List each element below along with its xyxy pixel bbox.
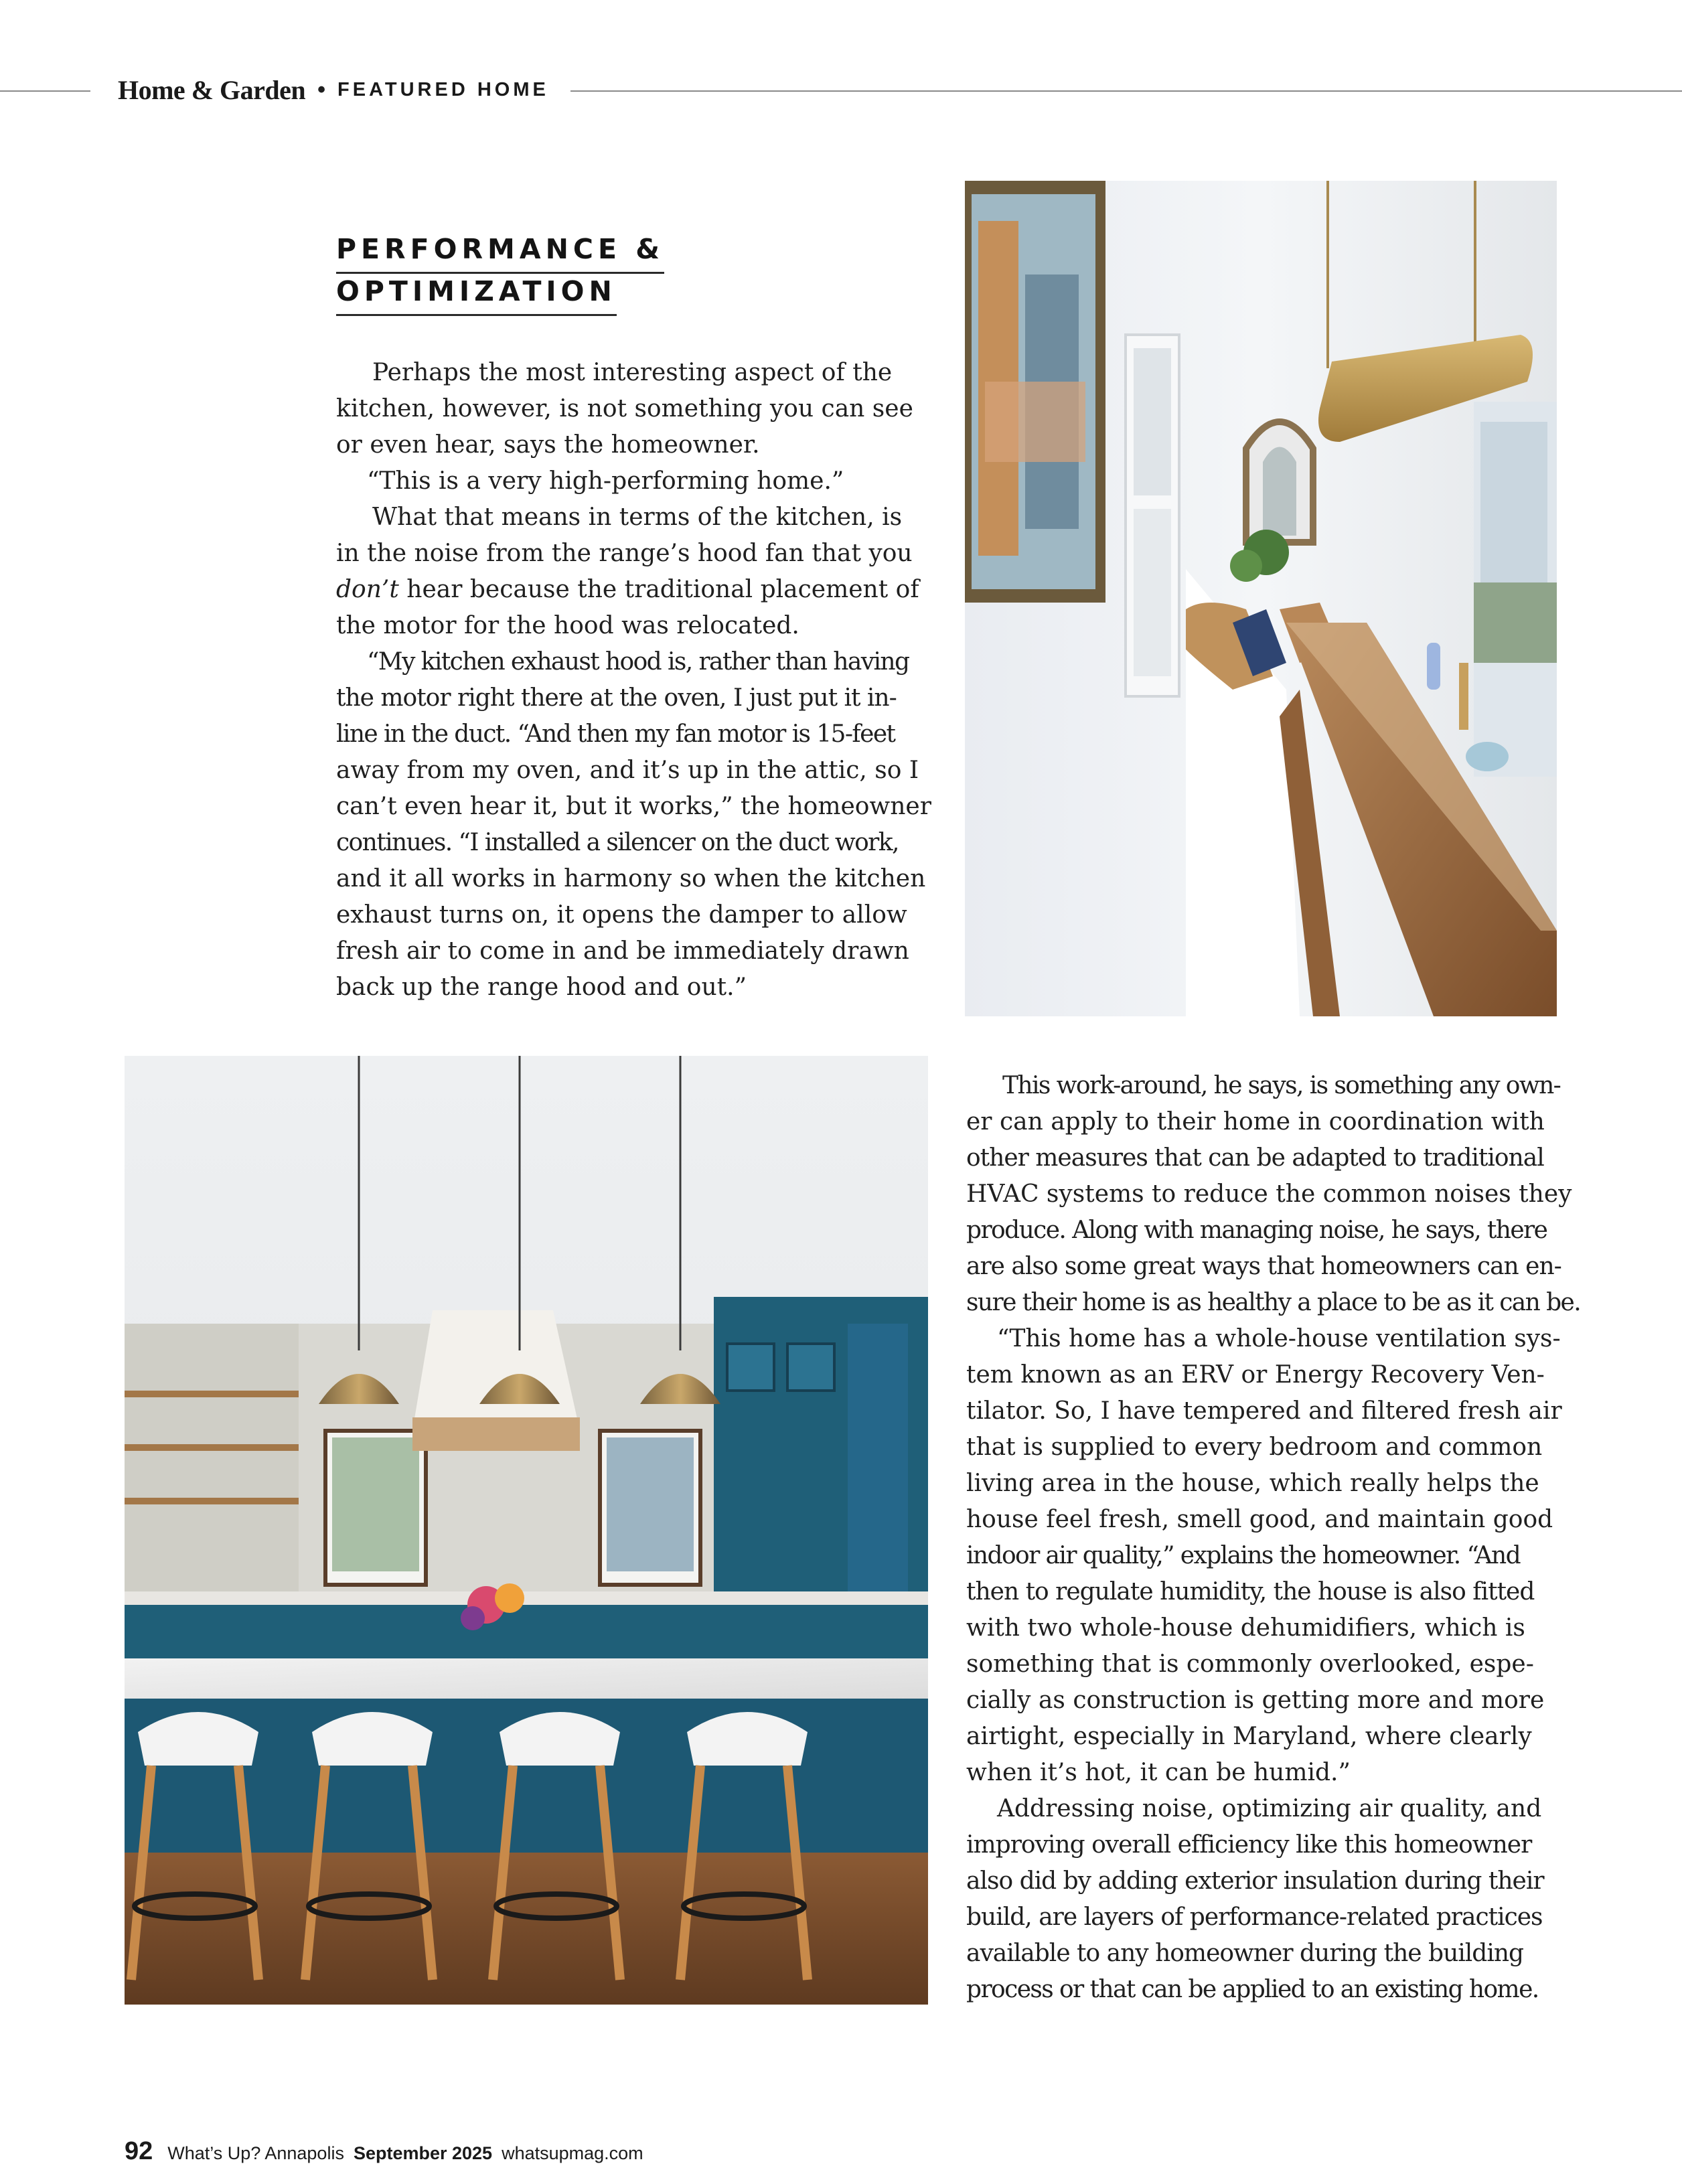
text-line: when it’s hot, it can be humid.” — [966, 1759, 1351, 1786]
text-line: then to regulate humidity, the house is also fitted — [966, 1578, 1535, 1606]
text-line: What that means in terms of the kitchen, is — [372, 503, 903, 531]
text-line: something that is commonly overlooked, espe- — [966, 1650, 1534, 1678]
dining-nook-illustration — [965, 181, 1557, 1016]
emphasis-text: don’t — [336, 576, 399, 603]
text-line: back up the range hood and out.” — [336, 973, 747, 1001]
text-line: improving overall efficiency like this homeowner — [966, 1831, 1532, 1859]
text-line: “My kitchen exhaust hood is, rather than having — [367, 648, 909, 676]
text-line: HVAC systems to reduce the common noises they — [966, 1180, 1572, 1208]
page-number: 92 — [125, 2137, 153, 2165]
heading-line-2: OPTIMIZATION — [336, 274, 617, 316]
text-line: er can apply to their home in coordination with — [966, 1108, 1545, 1136]
dining-nook-photo — [965, 181, 1557, 1016]
text-line: build, are layers of performance-related practices — [966, 1903, 1543, 1931]
text-line: process or that can be applied to an existing home. — [966, 1976, 1539, 2003]
text-line: can’t even hear it, but it works,” the homeowner — [336, 793, 931, 820]
text-line: kitchen, however, is not something you can see — [336, 395, 913, 422]
text-line: tem known as an ERV or Energy Recovery Ven- — [966, 1361, 1545, 1389]
text-line: other measures that can be adapted to traditional — [966, 1144, 1544, 1172]
page-footer — [125, 2137, 643, 2166]
text-line: “This is a very high-performing home.” — [367, 467, 844, 495]
text-line: line in the duct. “And then my fan motor is 15-feet — [336, 720, 895, 748]
text-line: living area in the house, which really helps the — [966, 1470, 1539, 1497]
text-line: cially as construction is getting more and more — [966, 1687, 1545, 1714]
header-rule-left — [0, 90, 90, 92]
section-heading — [336, 232, 664, 316]
text-line: available to any homeowner during the building — [966, 1940, 1524, 1967]
text-line: away from my oven, and it’s up in the attic, so I — [336, 757, 919, 784]
header-rule-right — [570, 90, 1682, 92]
text-line: sure their home is as healthy a place to be as it can be. — [966, 1289, 1581, 1316]
text-line: the motor right there at the oven, I just put it in- — [336, 684, 897, 712]
text-line: tilator. So, I have tempered and filtered fresh air — [966, 1397, 1562, 1425]
running-header — [118, 70, 549, 110]
text-line: This work-around, he says, is something any own- — [1002, 1072, 1561, 1099]
kitchen-island-illustration — [125, 1056, 928, 2005]
text-line: “This home has a whole-house ventilation sys- — [997, 1325, 1561, 1352]
text-span: hear because the traditional placement of — [398, 576, 919, 603]
heading-line-1: PERFORMANCE & — [336, 232, 664, 274]
text-line: that is supplied to every bedroom and common — [966, 1433, 1543, 1461]
text-line: house feel fresh, smell good, and maintain good — [966, 1506, 1553, 1533]
issue-date: September 2025 — [353, 2143, 493, 2163]
text-line: also did by adding exterior insulation during their — [966, 1867, 1544, 1895]
text-line: and it all works in harmony so when the kitchen — [336, 865, 926, 892]
text-line: or even hear, says the homeowner. — [336, 431, 760, 459]
text-line: Addressing noise, optimizing air quality, and — [997, 1795, 1542, 1822]
body-column-left — [336, 355, 932, 1006]
text-line: Perhaps the most interesting aspect of the — [372, 359, 893, 386]
magazine-name: What’s Up? Annapolis — [167, 2143, 344, 2163]
text-line: continues. “I installed a silencer on the duct work, — [336, 829, 899, 856]
text-line: in the noise from the range’s hood fan that you — [336, 540, 913, 567]
text-line: indoor air quality,” explains the homeowner. “And — [966, 1542, 1521, 1569]
body-column-right — [966, 1068, 1581, 2008]
section-label: FEATURED HOME — [337, 78, 549, 100]
header-separator: • — [317, 76, 326, 102]
kitchen-island-photo — [125, 1056, 928, 2005]
text-line: airtight, especially in Maryland, where clearly — [966, 1723, 1532, 1750]
text-line: produce. Along with managing noise, he says, there — [966, 1217, 1547, 1244]
brand-name: Home & Garden — [118, 74, 306, 105]
website-url: whatsupmag.com — [502, 2143, 643, 2163]
text-line — [336, 572, 932, 608]
text-line: fresh air to come in and be immediately drawn — [336, 937, 909, 965]
text-line: are also some great ways that homeowners can en- — [966, 1253, 1561, 1280]
text-line: exhaust turns on, it opens the damper to allow — [336, 901, 907, 929]
text-line: with two whole-house dehumidifiers, which is — [966, 1614, 1525, 1642]
text-line: the motor for the hood was relocated. — [336, 612, 799, 639]
